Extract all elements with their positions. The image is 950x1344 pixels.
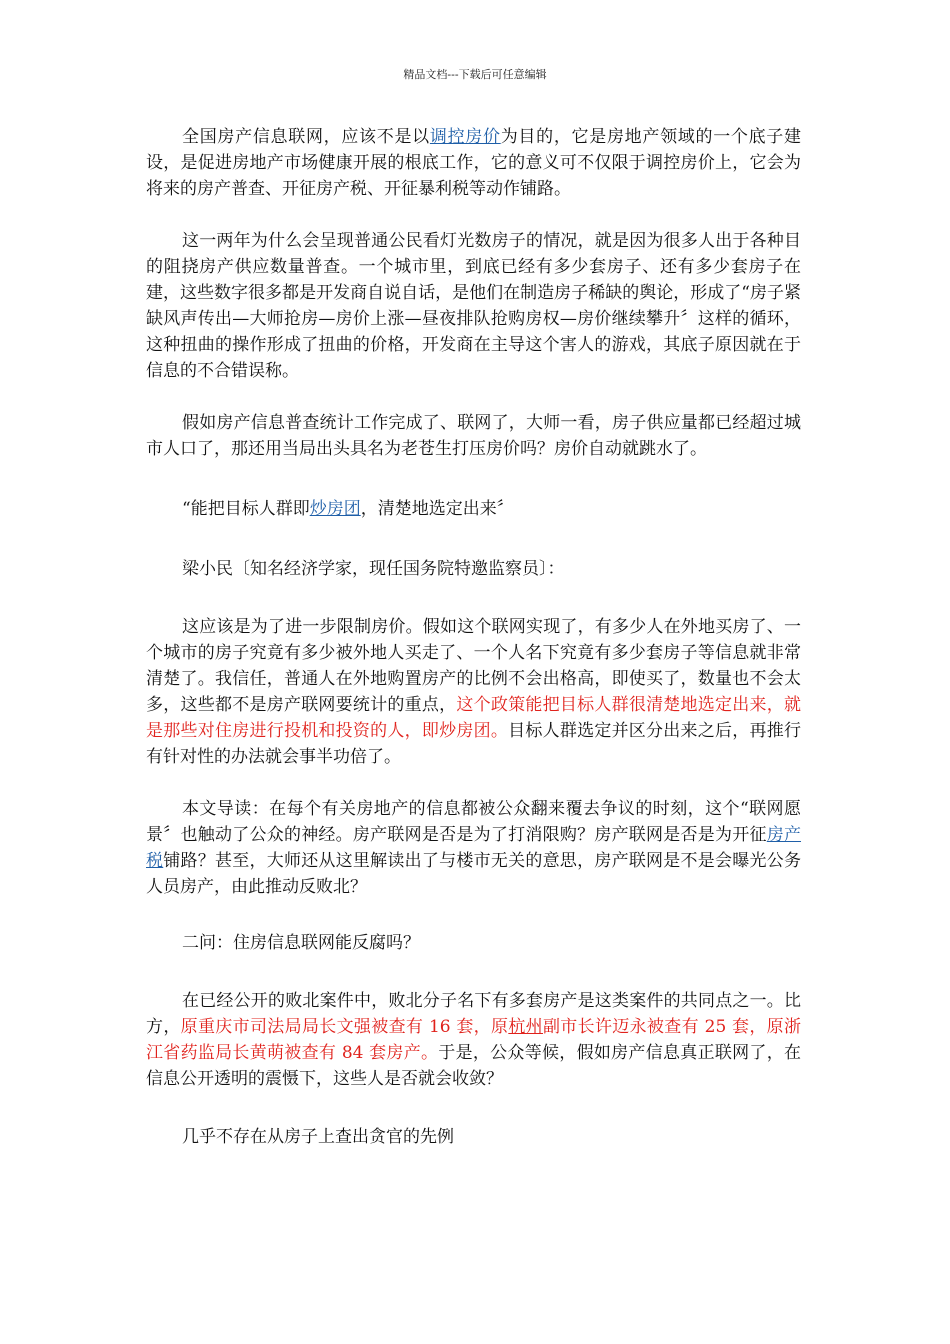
text-segment: 在已经公开的败北案件中，败北分子名下有多套房产是这类案件的共同点之一。比方， xyxy=(146,991,801,1037)
paragraph-text xyxy=(146,124,801,202)
text-segment: 铺路？甚至，大师还从这里解读出了与楼市无关的意思，房产联网是不是会曝光公务人员房产，由此推动反败北？ xyxy=(146,851,802,897)
paragraph-text xyxy=(146,988,801,1092)
text-segment: 全国房产信息联网，应该不是以 xyxy=(182,127,430,147)
paragraph-text xyxy=(146,496,801,522)
paragraph-3 xyxy=(146,410,801,462)
text-segment: 几乎不存在从房子上查出贪官的先例 xyxy=(182,1127,454,1147)
text-segment: 梁小民〔知名经济学家，现任国务院特邀监察员〕： xyxy=(182,559,565,579)
text-segment: 本文导读：在每个有关房地产的信息都被公众翻来覆去争议的时刻，这个“联网愿景〞也触动了公众的神经。房产联网是否是为了打消限购？房产联网是否是为开征 xyxy=(146,799,801,845)
highlighted-text: 副市长许迈永被查有 25 套，原浙江省药监局长黄萌被查有 84 套房产。 xyxy=(146,1017,801,1063)
paragraph-1 xyxy=(146,124,801,202)
paragraph-text xyxy=(146,556,801,582)
paragraph-10 xyxy=(146,1124,801,1150)
inline-link[interactable]: 炒房团 xyxy=(309,499,361,519)
paragraph-text xyxy=(146,1124,801,1150)
text-segment: 这一两年为什么会呈现普通公民看灯光数房子的情况，就是因为很多人出于各种目的阻挠房产供应数量普查。一个城市里，到底已经有多少套房子、还有多少套房子在建，这些数字很多都是开发商自说自话，是他们在制造房子稀缺的舆论，形成了“房子紧缺风声传出—大师抢房—房价上涨—昼夜排队抢购房权—房价继续攀升〞这样的循环，这种扭曲的操作形成了扭曲的价格，开发商在主导这个害人的游戏，其底子原因就在于信息的不合错误称。 xyxy=(146,231,801,381)
inline-link[interactable]: 房产税 xyxy=(146,825,802,871)
paragraph-8 xyxy=(146,930,801,956)
paragraph-text xyxy=(146,930,801,956)
text-segment: 这应该是为了进一步限制房价。假如这个联网实现了，有多少人在外地买房了、一个城市的房子究竟有多少被外地人买走了、一个人名下究竟有多少套房子等信息就非常清楚了。我信任，普通人在外地购置房产的比例不会出格高，即使买了，数量也不会太多，这些都不是房产联网要统计的重点， xyxy=(146,617,801,715)
inline-link[interactable]: 调控房价 xyxy=(429,127,501,147)
paragraph-4 xyxy=(146,496,801,522)
text-segment: ，清楚地选定出来〞 xyxy=(360,499,514,519)
text-segment: 目标人群选定并区分出来之后，再推行有针对性的办法就会事半功倍了。 xyxy=(146,721,802,767)
text-segment: 于是，公众等候，假如房产信息真正联网了，在信息公开透明的震慑下，这些人是否就会收敛？ xyxy=(146,1043,801,1089)
paragraph-text xyxy=(146,796,801,900)
highlighted-text: 这个政策能把目标人群很清楚地选定出来，就是那些对住房进行投机和投资的人，即炒房团。 xyxy=(146,695,802,741)
paragraph-5 xyxy=(146,556,801,582)
paragraph-text xyxy=(146,228,801,384)
paragraph-9 xyxy=(146,988,801,1092)
text-segment: 假如房产信息普查统计工作完成了、联网了，大师一看，房子供应量都已经超过城市人口了，那还用当局出头具名为老苍生打压房价吗？房价自动就跳水了。 xyxy=(146,413,801,459)
page-header: 精品文档---下载后可任意编辑 xyxy=(403,68,547,81)
text-segment: 为目的，它是房地产领域的一个底子建设，是促进房地产市场健康开展的根底工作，它的意义可不仅限于调控房价上，它会为将来的房产普查、开征房产税、开征暴利税等动作铺路。 xyxy=(146,127,802,199)
paragraph-6 xyxy=(146,614,801,770)
paragraph-2 xyxy=(146,228,801,384)
highlighted-text: 原重庆市司法局局长文强被查有 16 套，原 xyxy=(180,1017,509,1037)
paragraph-7 xyxy=(146,796,801,900)
paragraph-text xyxy=(146,410,801,462)
paragraph-text xyxy=(146,614,801,770)
inline-link[interactable]: 杭州 xyxy=(508,1017,543,1037)
text-segment: “能把目标人群即 xyxy=(182,499,310,519)
text-segment: 二问：住房信息联网能反腐吗？ xyxy=(182,933,420,953)
